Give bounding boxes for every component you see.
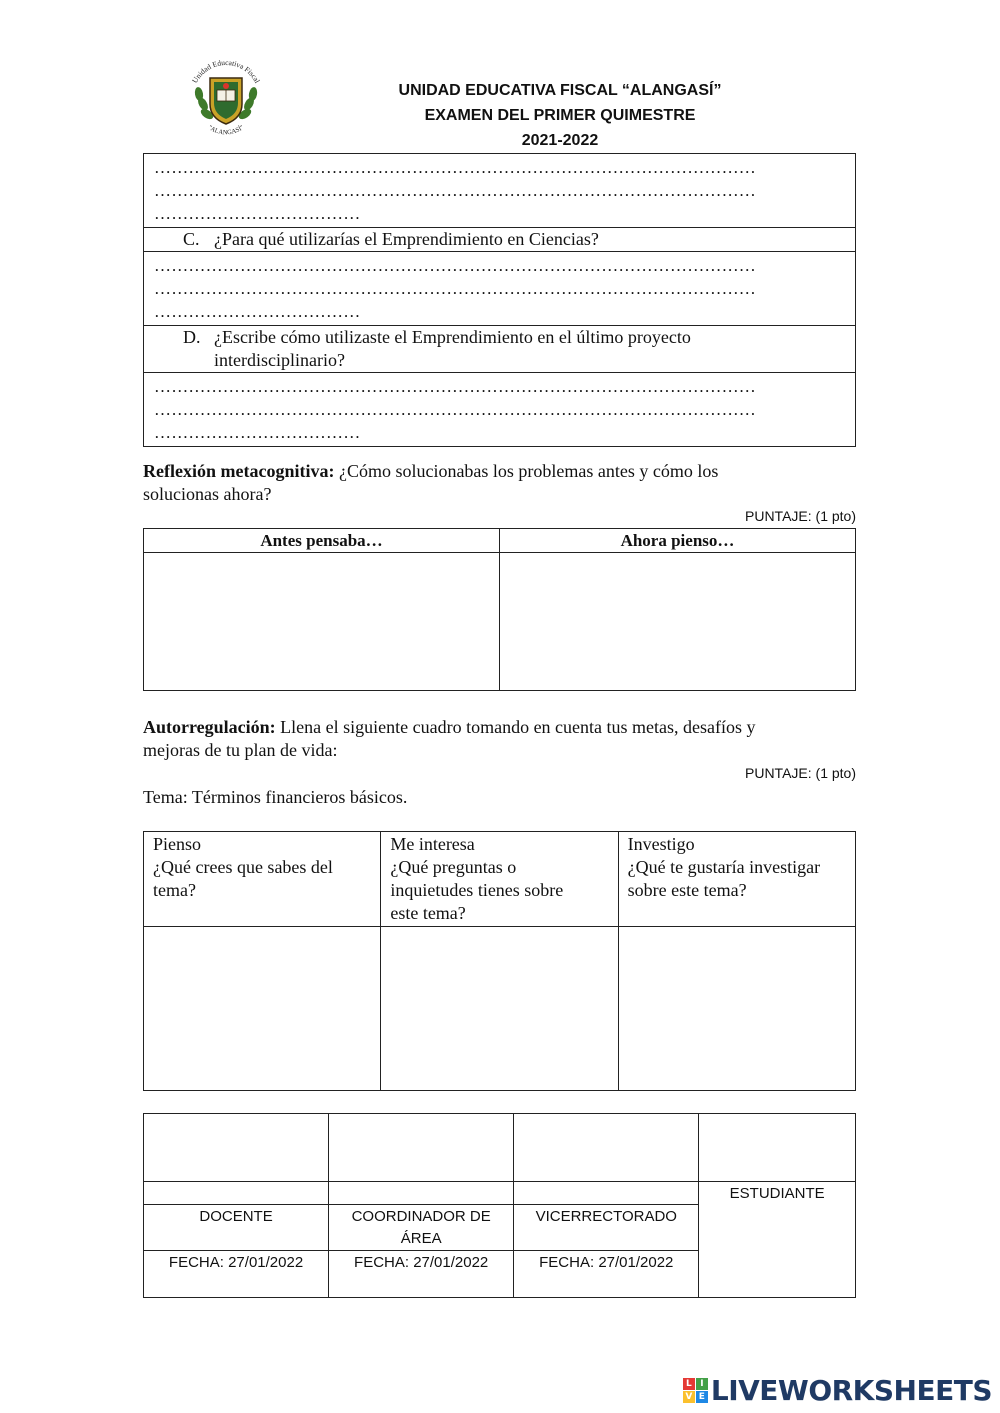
reflection-label: Reflexión metacognitiva: [143,461,335,481]
signature-cell-vicerrectorado[interactable] [514,1114,699,1182]
question-c-text: ¿Para qué utilizarías el Emprendimiento en Ciencias? [214,229,599,249]
badge-letter: L [683,1378,695,1390]
selfreg-table [143,831,856,1091]
coordinador-label [329,1205,514,1251]
spacer-cell [514,1182,699,1205]
selfreg-score: PUNTAJE: (1 pto) [745,765,856,781]
answer-area-b[interactable] [144,154,855,228]
estudiante-label: ESTUDIANTE [699,1182,856,1298]
col-me-interesa-title: Me interesa [390,834,475,854]
fecha-docente: FECHA: 27/01/2022 [144,1251,329,1298]
dotted-line: …………………………………………………………………………………………… [154,377,756,396]
fecha-vicerrectorado: FECHA: 27/01/2022 [514,1251,699,1298]
topic-line: Tema: Términos financieros básicos. [143,787,408,807]
answer-area-d[interactable] [144,373,855,446]
svg-text:"ALANGASÍ" [207,124,246,136]
dotted-line: …………………………………………………………………………………………… [154,256,756,275]
vicerrectorado-label: VICERRECTORADO [514,1205,699,1251]
question-d [144,326,855,373]
reflection-prompt [143,460,856,506]
dotted-line: …………………………………………………………………………………………… [154,158,756,177]
signature-cell-docente[interactable] [144,1114,329,1182]
exam-title: EXAMEN DEL PRIMER QUIMESTRE [424,107,696,124]
liveworksheets-badge-icon [683,1378,708,1403]
badge-letter: V [683,1391,695,1403]
reflection-table [143,528,856,691]
coordinador-label-2: ÁREA [400,1230,442,1247]
col-pienso-title: Pienso [153,834,202,854]
reflection-text-1: ¿Cómo solucionabas los problemas antes y cómo los [334,461,719,481]
col-investigo [618,832,855,927]
col-me-interesa-q2: inquietudes tienes sobre [390,880,564,900]
reflection-text-2: solucionas ahora? [143,484,272,504]
question-d-text-2: interdisciplinario? [214,350,345,370]
school-logo [183,52,269,138]
pienso-answer-cell[interactable] [144,927,381,1091]
logo-text-top: Unidad Educativa Fiscal [190,57,262,85]
dotted-line: ……………………………… [154,204,361,223]
selfreg-prompt [143,716,856,762]
col-investigo-title: Investigo [627,834,695,854]
dotted-line: …………………………………………………………………………………………… [154,181,756,200]
now-answer-cell[interactable] [500,553,856,691]
docente-label: DOCENTE [144,1205,329,1251]
signature-cell-coordinador[interactable] [329,1114,514,1182]
dotted-line: ……………………………… [154,302,361,321]
school-name: UNIDAD EDUCATIVA FISCAL “ALANGASÍ” [398,82,722,99]
signature-table [143,1113,856,1298]
col-me-interesa-q1: ¿Qué preguntas o [390,857,517,877]
coordinador-label-1: COORDINADOR DE [351,1208,491,1225]
before-answer-cell[interactable] [144,553,500,691]
question-d-letter: D. [183,327,201,347]
me-interesa-answer-cell[interactable] [381,927,618,1091]
col-now-header: Ahora pienso… [500,529,856,553]
selfreg-text-1: Llena el siguiente cuadro tomando en cuenta tus metas, desafíos y [275,717,756,737]
logo-text-bottom: "ALANGASÍ" [206,124,246,137]
fecha-coordinador: FECHA: 27/01/2022 [329,1251,514,1298]
exam-year: 2021-2022 [521,132,599,149]
col-pienso [144,832,381,927]
col-me-interesa-q3: este tema? [390,903,466,923]
liveworksheets-text: LIVEWORKSHEETS [710,1374,992,1407]
col-pienso-q1: ¿Qué crees que sabes del [153,857,333,877]
spacer-cell [329,1182,514,1205]
spacer-cell [144,1182,329,1205]
dotted-line: ……………………………… [154,423,361,442]
answer-area-c[interactable] [144,252,855,326]
dotted-line: …………………………………………………………………………………………… [154,279,756,298]
question-d-text-1: ¿Escribe cómo utilizaste el Emprendimiento en el último proyecto [214,327,691,347]
questions-box [143,153,856,447]
liveworksheets-watermark [683,1374,992,1407]
badge-letter: E [696,1391,708,1403]
col-before-header: Antes pensaba… [144,529,500,553]
selfreg-label: Autorregulación: [143,717,276,737]
col-me-interesa [381,832,618,927]
col-investigo-q2: sobre este tema? [627,880,747,900]
badge-letter: I [696,1378,708,1390]
investigo-answer-cell[interactable] [618,927,855,1091]
question-c [144,228,855,252]
reflection-score: PUNTAJE: (1 pto) [745,508,856,524]
signature-cell-estudiante[interactable] [699,1114,856,1182]
selfreg-text-2: mejoras de tu plan de vida: [143,740,338,760]
dotted-line: …………………………………………………………………………………………… [154,400,756,419]
question-c-letter: C. [183,229,200,249]
col-investigo-q1: ¿Qué te gustaría investigar [627,857,821,877]
col-pienso-q2: tema? [153,880,196,900]
